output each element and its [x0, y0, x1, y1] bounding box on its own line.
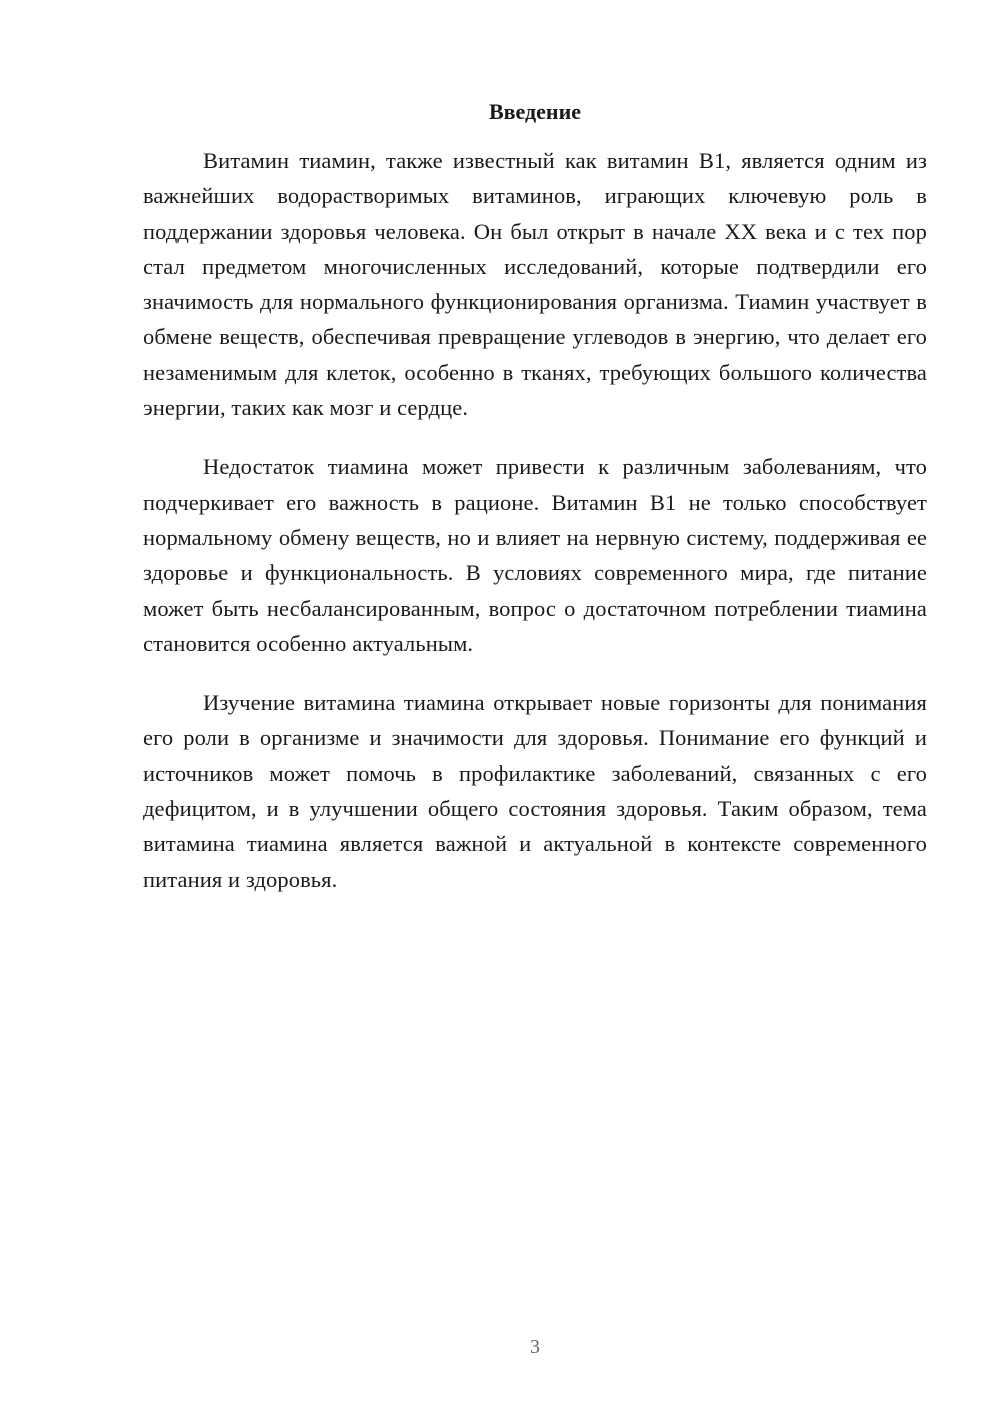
page-number: 3	[530, 1336, 540, 1358]
paragraph-1: Витамин тиамин, также известный как витамин B1, является одним из важнейших водорастворимых витаминов, играющих ключевую роль в поддержании здоровья человека. Он был открыт в начале XX века и с тех пор стал предметом многочисленных исследований, которые подтвердили его значимость для нормального функционирования организма. Тиамин участвует в обмене веществ, обеспечивая превращение углеводов в энергию, что делает его незаменимым для клеток, особенно в тканях, требующих большого количества энергии, таких как мозг и сердце.	[143, 148, 927, 421]
paragraph-3: Изучение витамина тиамина открывает новые горизонты для понимания его роли в организме и значимости для здоровья. Понимание его функций и источников может помочь в профилактике заболеваний, связанных с его дефицитом, и в улучшении общего состояния здоровья. Таким образом, тема витамина тиамина является важной и актуальной в контексте современного питания и здоровья.	[143, 690, 927, 892]
section-heading: Введение	[488, 99, 582, 124]
body-text	[143, 143, 927, 921]
paragraph-2: Недостаток тиамина может привести к различным заболеваниям, что подчеркивает его важность в рационе. Витамин B1 не только способствует нормальному обмену веществ, но и влияет на нервную систему, поддерживая ее здоровье и функциональность. В условиях современного мира, где питание может быть несбалансированным, вопрос о достаточном потреблении тиамина становится особенно актуальным.	[143, 454, 927, 656]
